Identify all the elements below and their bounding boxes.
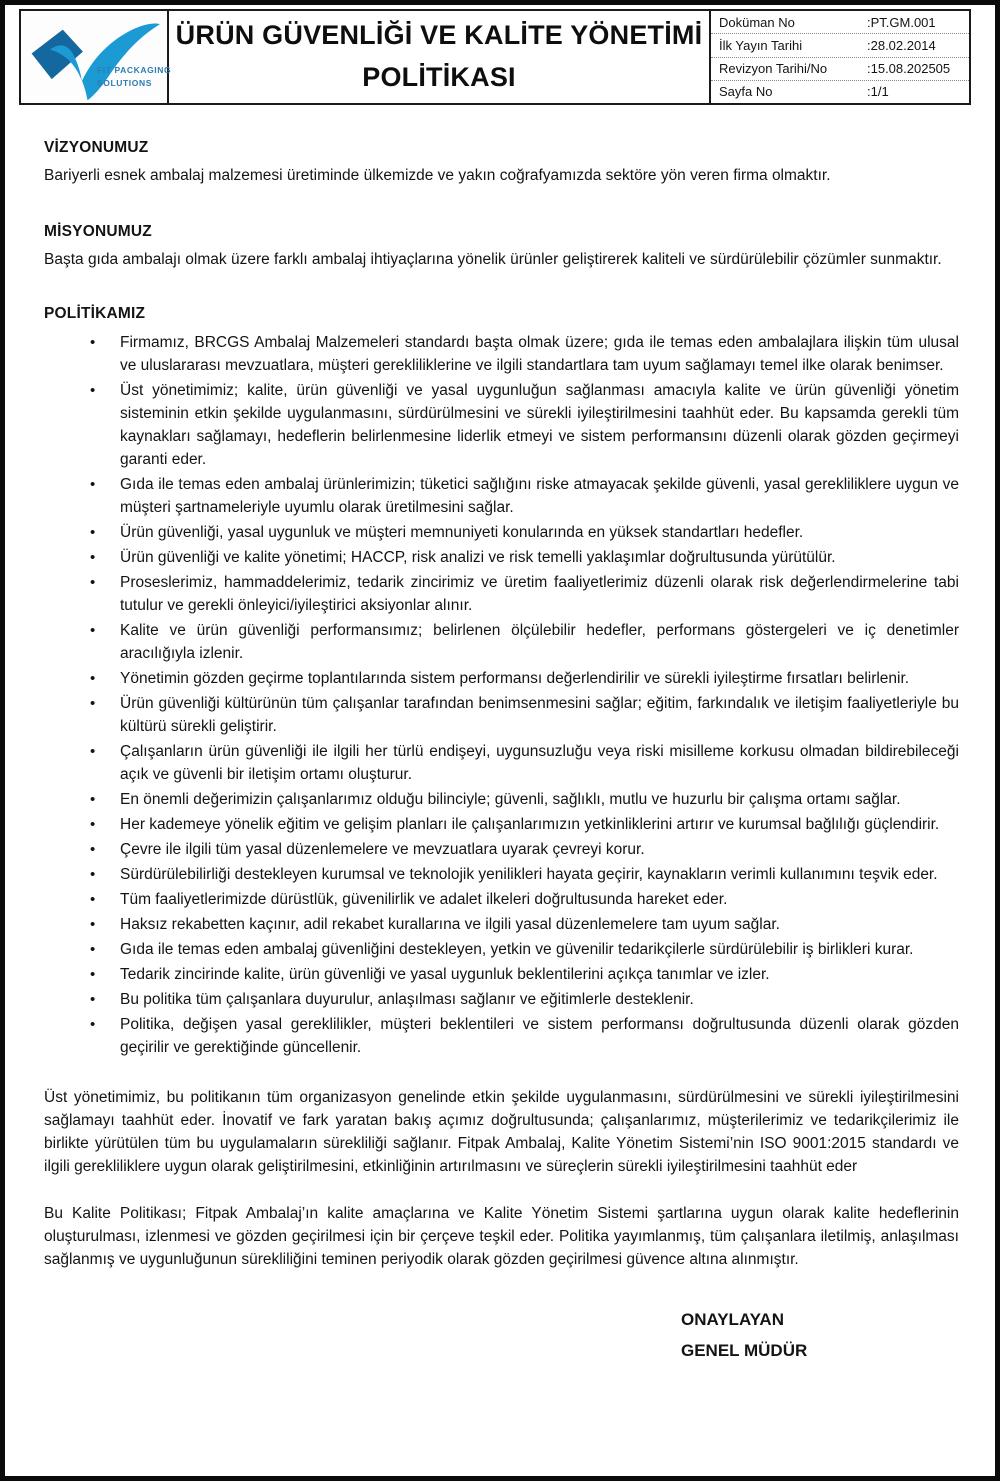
info-value: :15.08.202505 [867, 61, 951, 77]
company-logo [21, 11, 172, 103]
brand-wordmark [97, 64, 171, 90]
mission-heading: MİSYONUMUZ [44, 223, 152, 240]
document-info-table [711, 11, 969, 103]
policy-bullet: • Tedarik zincirinde kalite, ürün güvenliği ve yasal uygunluk beklentilerini açıkça tanımlar ve izler. [90, 963, 959, 986]
policy-bullet: • Haksız rekabetten kaçınır, adil rekabet kurallarına ve ilgili yasal düzenlemelere tam uyum sağlar. [90, 913, 959, 936]
info-value: :1/1 [867, 84, 889, 100]
policy-bullet: • Firmamız, BRCGS Ambalaj Malzemeleri standardı başta olmak üzere; gıda ile temas eden ambalajlara ilişkin tüm ulusal ve uluslararası mevzuatlara, müşteri gerekliliklerine ve ilgili standartlara tam uyum sağlamayı temel ilke olarak benimser. [90, 331, 959, 377]
info-label: İlk Yayın Tarihi [719, 37, 803, 53]
policy-bullet-list [44, 331, 959, 1059]
document-title [169, 11, 711, 103]
section-mission [44, 220, 959, 271]
vision-heading: VİZYONUMUZ [44, 139, 149, 156]
policy-heading: POLİTİKAMIZ [44, 305, 146, 322]
vision-text: Bariyerli esnek ambalaj malzemesi üretiminde ülkemizde ve yakın coğrafyamızda sektöre yön veren firma olmaktır. [44, 167, 831, 184]
policy-bullet: • Kalite ve ürün güvenliği performansımız; belirlenen ölçülebilir hedefler, performans göstergeleri ve iç denetimler aracılığıyla izlenir. [90, 619, 959, 665]
policy-bullet: • Politika, değişen yasal gereklilikler, müşteri beklentileri ve sistem performansı doğrultusunda düzenli olarak gözden geçirilir ve gerektiğinde güncellenir. [90, 1013, 959, 1059]
approver-title: GENEL MÜDÜR [681, 1341, 808, 1360]
document-header [19, 9, 971, 105]
approver-label: ONAYLAYAN [681, 1310, 784, 1329]
info-label: Sayfa No [719, 84, 773, 100]
policy-bullet: • Ürün güvenliği ve kalite yönetimi; HACCP, risk analizi ve risk temelli yaklaşımlar doğrultusunda yürütülür. [90, 546, 959, 569]
policy-bullet: • Üst yönetimimiz; kalite, ürün güvenliği ve yasal uygunluğun sağlanması amacıyla kalite ve ürün güvenliği yönetim sisteminin etkin şekilde uygulanmasını, sürdürülmesini ve sürekli iyileştirilmesini taahhüt eder. Bu kapsamda gerekli tüm kaynakları sağlamayı, hedeflerin belirlenmesine liderlik etmeyi ve sistem performansını düzenli olarak gözden geçirmeyi garanti eder. [90, 379, 959, 471]
brand-line-1: FIT PACKAGING [97, 65, 172, 75]
document-title-line2: POLİTİKASI [362, 62, 516, 92]
policy-bullet: • Ürün güvenliği kültürünün tüm çalışanlar tarafından benimsenmesini sağlar; eğitim, farkındalık ve iletişim faaliyetleriyle bu kültürü sürekli geliştirir. [90, 692, 959, 738]
closing-paragraph-commitment: Üst yönetimimiz, bu politikanın tüm organizasyon genelinde etkin şekilde uygulanmasını, sürdürülmesini ve sürekli iyileştirilmesini sağlamayı taahhüt eder. İnovatif ve fark yaratan bakış açımız doğrultusunda; çalışanlarımız, müşterilerimiz ve tedarikçilerimiz ile birlikte yürütülen tüm bu uygulamaların sürekliliği sağlanır. Fitpak Ambalaj, Kalite Yönetim Sistemi’nin ISO 9001:2015 standardı ve ilgili gerekliliklere uygun olarak geliştirilmesini, etkinliğinin artırılmasını ve süreçlerin sürekli iyileştirilmesini taahhüt eder [44, 1089, 959, 1175]
closing-paragraph-framework: Bu Kalite Politikası; Fitpak Ambalaj’ın kalite amaçlarına ve Kalite Yönetim Sistemi şartlarına uygun olarak kalite hedeflerinin oluşturulması, izlenmesi ve gözden geçirilmesi için bir çerçeve teşkil eder. Politika yayımlanmış, tüm çalışanlara iletilmiş, anlaşılması sağlanmış ve uygunluğunun sürekliliğini teminen periyodik olarak gözden geçirilmesi güvence altına alınmıştır. [44, 1205, 959, 1268]
policy-bullet: • Tüm faaliyetlerimizde dürüstlük, güvenilirlik ve adalet ilkeleri doğrultusunda hareket eder. [90, 888, 959, 911]
info-value: :28.02.2014 [867, 37, 936, 53]
policy-bullet: • En önemli değerimizin çalışanlarımız olduğu bilinciyle; güvenli, sağlıklı, mutlu ve huzurlu bir çalışma ortamı sağlar. [90, 788, 959, 811]
info-row-revizyon [711, 58, 969, 81]
document-body [5, 105, 995, 1366]
policy-bullet: • Çevre ile ilgili tüm yasal düzenlemelere ve mevzuatlara uyarak çevreyi korur. [90, 838, 959, 861]
policy-bullet: • Ürün güvenliği, yasal uygunluk ve müşteri memnuniyeti konularında en yüksek standartları hedefler. [90, 521, 959, 544]
info-value: :PT.GM.001 [867, 14, 936, 30]
policy-bullet: • Gıda ile temas eden ambalaj ürünlerimizin; tüketici sağlığını riske atmayacak şekilde güvenli, yasal gerekliliklere uygun ve müşteri şartnameleriyle uyumlu olarak üretilmesini sağlar. [90, 473, 959, 519]
info-row-ilk-yayin [711, 34, 969, 57]
info-label: Doküman No [719, 14, 795, 30]
policy-bullet: • Yönetimin gözden geçirme toplantılarında sistem performansı değerlendirilir ve sürekli iyileştirme fırsatları belirlenir. [90, 667, 959, 690]
policy-bullet: • Sürdürülebilirliği destekleyen kurumsal ve teknolojik yenilikleri hayata geçirir, kaynakların verimli kullanımını teşvik eder. [90, 863, 959, 886]
policy-bullet: • Proseslerimiz, hammaddelerimiz, tedarik zincirimiz ve üretim faaliyetlerimiz düzenli olarak risk değerlendirmelerine tabi tutulur ve gerekli önleyici/iyileştirici aksiyonlar alınır. [90, 571, 959, 617]
document-title-line1: ÜRÜN GÜVENLİĞİ VE KALİTE YÖNETİMİ [175, 20, 703, 51]
policy-bullet: • Bu politika tüm çalışanlara duyurulur, anlaşılması sağlanır ve eğitimlerle desteklenir. [90, 988, 959, 1011]
brand-line-2: SOLUTIONS [97, 78, 152, 89]
info-label: Revizyon Tarihi/No [719, 61, 828, 77]
info-row-dokuman-no [711, 11, 969, 34]
info-row-sayfa-no [711, 81, 969, 103]
policy-bullet: • Çalışanların ürün güvenliği ile ilgili her türlü endişeyi, uygunsuzluğu veya riski misilleme korkusu olmadan bildirebileceği açık ve güvenli bir iletişim ortamı oluşturur. [90, 740, 959, 786]
mission-text: Başta gıda ambalajı olmak üzere farklı ambalaj ihtiyaçlarına yönelik ürünler geliştirerek kaliteli ve sürdürülebilir çözümler sunmaktır. [44, 251, 942, 268]
policy-bullet: • Gıda ile temas eden ambalaj güvenliğini destekleyen, yetkin ve güvenilir tedarikçilerle sürdürülebilir iş birlikleri kurar. [90, 938, 959, 961]
policy-bullet: • Her kademeye yönelik eğitim ve gelişim planları ile çalışanlarımızın yetkinliklerini artırır ve kurumsal bağlılığı güçlendirir. [90, 813, 959, 836]
section-policy [44, 302, 959, 1059]
approval-block [681, 1304, 959, 1366]
section-vision [44, 136, 959, 187]
